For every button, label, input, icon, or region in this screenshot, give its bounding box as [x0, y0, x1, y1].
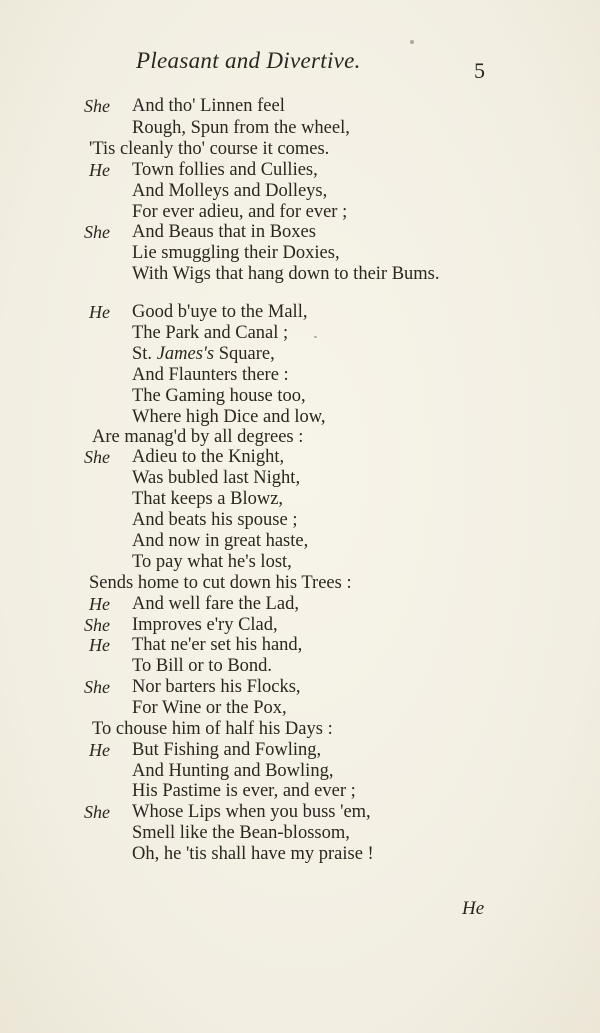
verse-line: With Wigs that hang down to their Bums.: [132, 264, 440, 284]
verse-line: [132, 344, 275, 365]
verse-line: The Gaming house too,: [132, 386, 306, 406]
verse-line: And Flaunters there :: [132, 365, 289, 385]
verse-text: Square,: [214, 344, 275, 364]
verse-line: To chouse him of half his Days :: [92, 719, 333, 739]
verse-line: Good b'uye to the Mall,: [132, 302, 308, 322]
speaker-label: She: [84, 677, 110, 697]
verse-line: For Wine or the Pox,: [132, 698, 287, 718]
verse-line: His Pastime is ever, and ever ;: [132, 781, 356, 801]
speaker-label: He: [89, 302, 110, 322]
verse-line: Town follies and Cullies,: [132, 160, 318, 180]
verse-line: The Park and Canal ;: [132, 323, 289, 343]
verse-line: That ne'er set his hand,: [132, 635, 303, 655]
verse-line: But Fishing and Fowling,: [132, 740, 322, 760]
speaker-label: She: [84, 222, 110, 242]
verse-line: And Beaus that in Boxes: [132, 222, 316, 242]
verse-line: And Hunting and Bowling,: [132, 761, 334, 781]
verse-line: Whose Lips when you buss 'em,: [132, 802, 371, 822]
verse-line: Oh, he 'tis shall have my praise !: [132, 844, 374, 864]
verse-line: To pay what he's lost,: [132, 552, 292, 572]
verse-line: Sends home to cut down his Trees :: [89, 573, 352, 593]
verse-line: That keeps a Blowz,: [132, 489, 284, 509]
verse-line: Was bubled last Night,: [132, 468, 301, 488]
verse-line: To Bill or to Bond.: [132, 656, 273, 676]
verse-line: And Molleys and Dolleys,: [132, 181, 328, 201]
speaker-label: She: [84, 447, 110, 467]
speaker-label: He: [89, 635, 110, 655]
speaker-label: He: [89, 594, 110, 614]
speaker-label: She: [84, 615, 110, 635]
paper-speck: [314, 336, 317, 338]
speaker-label: She: [84, 96, 110, 116]
verse-line: Rough, Spun from the wheel,: [132, 118, 350, 138]
verse-text: St.: [132, 344, 157, 364]
verse-line: Where high Dice and low,: [132, 407, 326, 427]
place-name: James's: [156, 344, 215, 364]
verse-line: And well fare the Lad,: [132, 594, 299, 614]
catchword: He: [462, 898, 485, 919]
verse-line: Nor barters his Flocks,: [132, 677, 301, 697]
verse-line: For ever adieu, and for ever ;: [132, 202, 348, 222]
verse-line: Are manag'd by all degrees :: [92, 427, 304, 447]
speaker-label: She: [84, 802, 110, 822]
verse-line: Improves e'ry Clad,: [132, 615, 278, 635]
running-head-title: Pleasant and Divertive.: [136, 48, 361, 73]
paper-speck: [410, 40, 414, 44]
page-number: 5: [474, 58, 485, 83]
speaker-label: He: [89, 160, 110, 180]
verse-line: And beats his spouse ;: [132, 510, 298, 530]
verse-line: 'Tis cleanly tho' course it comes.: [89, 139, 330, 159]
verse-line: Lie smuggling their Doxies,: [132, 243, 340, 263]
verse-line: Adieu to the Knight,: [132, 447, 285, 467]
verse-line: And tho' Linnen feel: [132, 96, 285, 116]
verse-line: And now in great haste,: [132, 531, 309, 551]
speaker-label: He: [89, 740, 110, 760]
verse-line: Smell like the Bean-blossom,: [132, 823, 350, 843]
